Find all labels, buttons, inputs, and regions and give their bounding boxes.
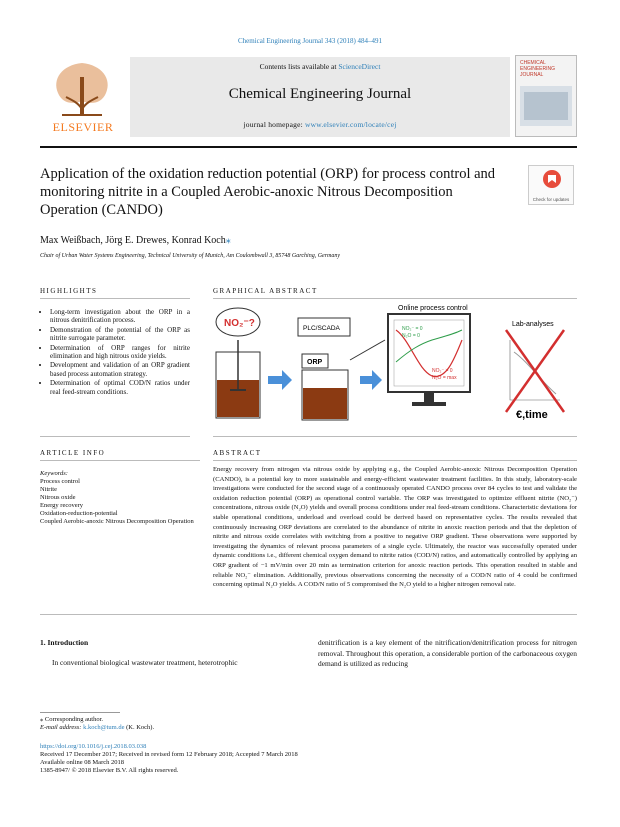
- highlight-item: • Determination of ORP ranges for nitrite elimination and high nitrous oxide yields.: [50, 344, 190, 361]
- keyword: Coupled Aerobic-anoxic Nitrous Decomposition Operation: [40, 518, 194, 525]
- article-info-heading: ARTICLE INFO: [40, 449, 106, 457]
- ga-bottom-rule: [213, 436, 577, 437]
- chart-top-1: NO₂⁻ = 0: [402, 326, 423, 332]
- ga-rule: [213, 298, 577, 299]
- keyword: Energy recovery: [40, 502, 84, 509]
- keywords-label: Keywords:: [40, 470, 68, 477]
- contents-prefix: Contents lists available at: [259, 62, 339, 71]
- abstract-text: Energy recovery from nitrogen via nitrous oxide by applying e.g., the Coupled Aerobic-anoxic Nitrous Decomposition Operation (CANDO), is a potential key to more sustainable and energy-efficient wastewater treatment facilities. In this study, laboratory-scale investigations were conducted for the second stage of a continuously operated CANDO process over 84 cycles to test and validate the oxidation reduction potential (ORP) as operational control variable. The ORP was investigated to optimize effluent nitrite (NO₂⁻) concentrations, nitrous oxide (N₂O) yields and overall process conditions under real feed-stream conditions. Characteristic deviations for stable operational conditions, underload and overload could be derived based on representative cycles. The results revealed that continuously increasing ORP deviations are correlated to the abundance of nitrite in anoxic reaction periods and that the depletion of nitrite and nitrous oxide correlates with switching from a positive to negative ORP gradient. These observations were supported by investigating the dynamics of relevant process parameters of a single cycle. Ultimately, the reactor was successfully operated under dynamic conditions i.e., different chemical oxygen demand to nitrite ratios (COD/N) ratios, and automatically controlled by applying an ORP gradient of −1 mV/min over 20 min as termination criterion for anoxic reaction periods. This operation resulted in stable and reliable NO₂⁻ elimination. Additionally, previous observations concerning the necessity of a COD/N ratio of 4 could be confirmed concerning optimal N₂O yields. A COD/N ratio of 5 compromised the N₂O yield to a higher nitrogen removal rate.: [213, 466, 577, 589]
- sciencedirect-link[interactable]: ScienceDirect: [338, 62, 381, 71]
- highlight-item: • Demonstration of the potential of the ORP as nitrite surrogate parameter.: [50, 326, 190, 343]
- ga-arrow-2: [360, 370, 382, 390]
- cost-label: €,time: [516, 409, 548, 421]
- keyword: Oxidation-reduction-potential: [40, 510, 118, 517]
- ga-arrow-1: [268, 370, 292, 390]
- email-link[interactable]: k.koch@tum.de: [83, 724, 125, 731]
- highlight-item: • Long-term investigation about the ORP in a nitrous denitrification process.: [50, 308, 190, 325]
- orp-label: ORP: [307, 359, 323, 366]
- ga-no2-label: NO₂⁻?: [224, 318, 255, 329]
- abstract-rule: [213, 460, 577, 461]
- graphical-abstract-heading: GRAPHICAL ABSTRACT: [213, 287, 318, 295]
- elsevier-wordmark: ELSEVIER: [52, 120, 114, 134]
- keywords-block: [40, 470, 200, 526]
- chart-bottom-1: NO₂⁻ > 0: [432, 368, 453, 374]
- journal-citation[interactable]: Chemical Engineering Journal 343 (2018) 484–491: [237, 37, 383, 45]
- online-date: Available online 08 March 2018: [40, 759, 124, 766]
- highlights-list: [40, 308, 190, 397]
- footnote-rule: [40, 712, 120, 713]
- chart-bottom-2: N₂O = max: [432, 375, 457, 381]
- plc-label: PLC/SCADA: [303, 325, 340, 332]
- contents-line: [130, 62, 510, 71]
- homepage-prefix: journal homepage:: [243, 120, 305, 129]
- online-label: Online process control: [398, 305, 468, 312]
- homepage-link[interactable]: www.elsevier.com/locate/cej: [304, 120, 397, 129]
- check-for-updates-badge[interactable]: [528, 165, 574, 205]
- introduction-heading: 1. Introduction: [40, 638, 89, 647]
- lab-label: Lab-analyses: [512, 321, 554, 328]
- authors: Max Weißbach, Jörg E. Drewes, Konrad Koch: [40, 235, 226, 246]
- highlights-heading: HIGHLIGHTS: [40, 287, 98, 295]
- introduction-right-column: denitrification is a key element of the nitrification/denitrification process for nitrogen removal. Throughout this operation, a considerable portion of the carbonaceous oxygen demand is utilized as reducing: [318, 638, 577, 668]
- email-label: E-mail address:: [40, 724, 84, 731]
- graphical-abstract-figure: [210, 300, 577, 430]
- corresponding-author-mark[interactable]: ⁎: [225, 235, 231, 246]
- cover-title: CHEMICAL ENGINEERING JOURNAL: [520, 60, 556, 78]
- footnote: [40, 716, 154, 732]
- received-dates: Received 17 December 2017; Received in revised form 12 February 2018; Accepted 7 March 2018: [40, 751, 298, 758]
- affiliation: Chair of Urban Water Systems Engineering, Technical University of Munich, Am Coulombwall 3, 85748 Garching, Germany: [40, 253, 341, 259]
- highlight-item: • Development and validation of an ORP gradient based process automation strategy.: [50, 361, 190, 378]
- abstract-bottom-rule: [40, 614, 577, 615]
- homepage-line: [130, 120, 510, 129]
- article-title: Application of the oxidation reduction potential (ORP) for process control and monitoring nitrite in a Coupled Aerobic-anoxic Nitrous Decomposition Operation (CANDO): [40, 166, 496, 218]
- introduction-left-column: In conventional biological wastewater treatment, heterotrophic: [52, 658, 238, 667]
- authors-line: [40, 235, 231, 246]
- email-suffix: (K. Koch).: [124, 724, 155, 731]
- email-line: [40, 724, 154, 732]
- keyword: Nitrite: [40, 486, 57, 493]
- header-divider: [40, 146, 577, 148]
- corresponding-note: ⁎ Corresponding author.: [40, 716, 104, 723]
- journal-name: Chemical Engineering Journal: [228, 86, 412, 102]
- highlights-bottom-rule: [40, 436, 190, 437]
- highlights-rule: [40, 298, 190, 299]
- keyword: Process control: [40, 478, 80, 485]
- check-updates-label: Check for updates: [532, 197, 570, 202]
- copyright: 1385-8947/ © 2018 Elsevier B.V. All rights reserved.: [40, 767, 179, 774]
- publication-info: [40, 743, 298, 775]
- keyword: Nitrous oxide: [40, 494, 76, 501]
- doi-link[interactable]: https://doi.org/10.1016/j.cej.2018.03.038: [40, 743, 147, 750]
- article-info-rule: [40, 460, 200, 461]
- abstract-heading: ABSTRACT: [213, 449, 262, 457]
- chart-top-2: N₂O = 0: [402, 333, 420, 339]
- highlight-item: • Determination of optimal COD/N ratios under real feed-stream conditions.: [50, 379, 190, 396]
